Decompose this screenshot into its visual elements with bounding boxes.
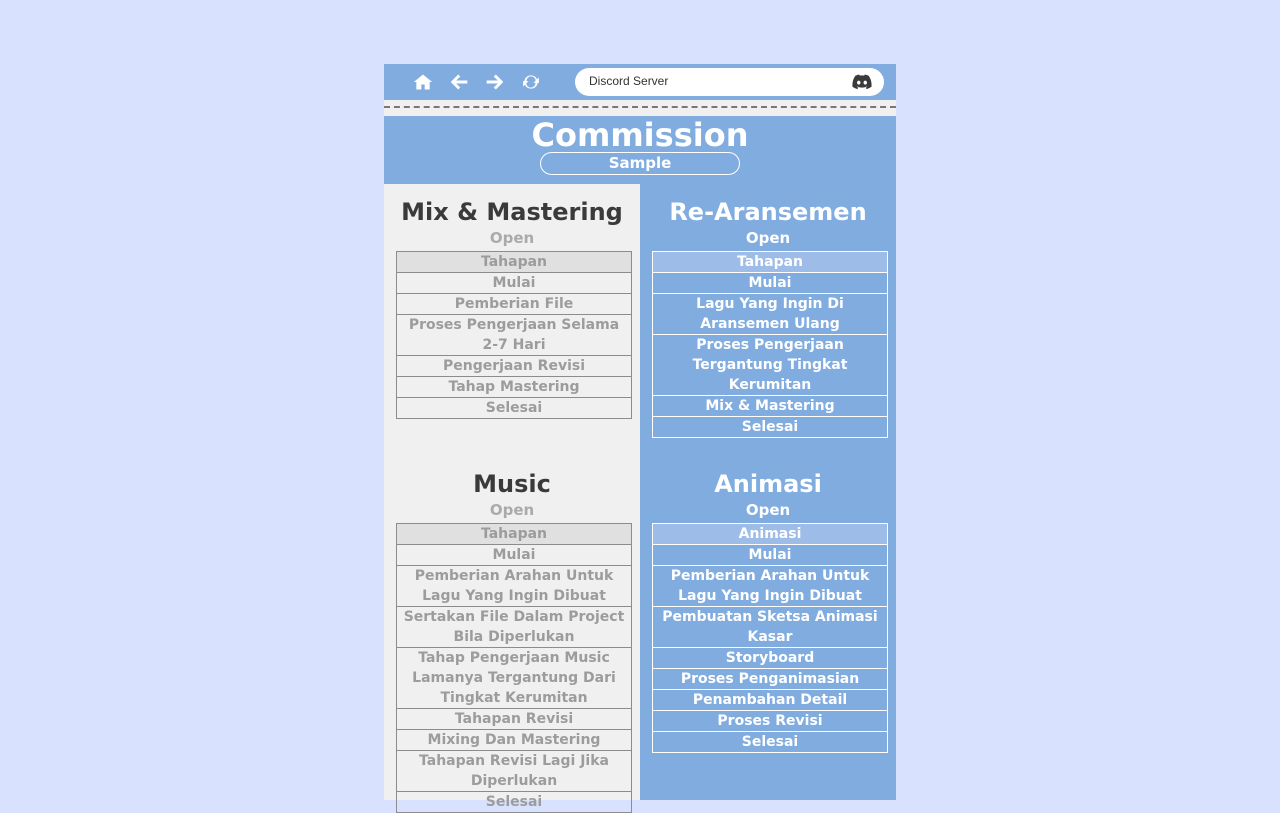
table-row: Pengerjaan Revisi <box>397 356 632 377</box>
steps-table <box>652 251 888 438</box>
table-row: Mulai <box>653 545 888 566</box>
music-section <box>384 468 640 813</box>
status-label: Open <box>489 229 535 247</box>
section-title: Animasi <box>714 470 822 498</box>
table-row: Proses Pengerjaan Tergantung Tingkat Kerumitan <box>653 335 888 396</box>
site-frame <box>384 64 896 810</box>
table-header: Tahapan <box>397 524 632 545</box>
section-title: Music <box>473 470 551 498</box>
refresh-icon[interactable] <box>519 71 543 93</box>
section-title: Mix & Mastering <box>401 198 623 226</box>
table-row: Mulai <box>397 545 632 566</box>
status-label: Open <box>745 229 791 247</box>
re-aransemen-section <box>640 196 896 438</box>
left-column <box>384 184 640 810</box>
arrow-right-icon[interactable] <box>483 71 507 93</box>
dashed-divider <box>384 100 896 116</box>
table-row: Mixing Dan Mastering <box>397 730 632 751</box>
arrow-left-icon[interactable] <box>447 71 471 93</box>
table-row: Proses Penganimasian <box>653 669 888 690</box>
section-title: Re-Aransemen <box>669 198 867 226</box>
table-header: Animasi <box>653 524 888 545</box>
top-toolbar <box>384 64 896 100</box>
table-row: Selesai <box>397 398 632 419</box>
home-icon[interactable] <box>411 71 435 93</box>
table-header: Tahapan <box>653 252 888 273</box>
table-row: Proses Pengerjaan Selama 2-7 Hari <box>397 315 632 356</box>
table-row: Lagu Yang Ingin Di Aransemen Ulang <box>653 294 888 335</box>
table-row: Pemberian Arahan Untuk Lagu Yang Ingin Dibuat <box>397 566 632 607</box>
status-label: Open <box>489 501 535 519</box>
table-row: Tahap Mastering <box>397 377 632 398</box>
animasi-section <box>640 468 896 753</box>
table-row: Tahapan Revisi Lagi Jika Diperlukan <box>397 751 632 792</box>
table-row: Selesai <box>653 417 888 438</box>
steps-table <box>396 251 632 419</box>
table-row: Mulai <box>653 273 888 294</box>
table-row: Pembuatan Sketsa Animasi Kasar <box>653 607 888 648</box>
address-text: Discord Server <box>589 74 669 88</box>
table-row: Storyboard <box>653 648 888 669</box>
table-row: Pemberian Arahan Untuk Lagu Yang Ingin Dibuat <box>653 566 888 607</box>
address-bar[interactable] <box>575 68 884 96</box>
table-row: Mulai <box>397 273 632 294</box>
steps-table <box>652 523 888 753</box>
page-title: Commission <box>531 116 749 154</box>
steps-table <box>396 523 632 813</box>
table-row: Tahapan Revisi <box>397 709 632 730</box>
table-row: Tahap Pengerjaan Music Lamanya Tergantung Dari Tingkat Kerumitan <box>397 648 632 709</box>
table-row: Sertakan File Dalam Project Bila Diperlukan <box>397 607 632 648</box>
table-row: Selesai <box>653 732 888 753</box>
sample-badge[interactable]: Sample <box>540 152 740 175</box>
discord-icon[interactable] <box>852 74 872 90</box>
mix-mastering-section <box>384 196 640 419</box>
right-column <box>640 184 896 800</box>
hero-banner <box>384 116 896 184</box>
table-row: Penambahan Detail <box>653 690 888 711</box>
table-row: Proses Revisi <box>653 711 888 732</box>
table-header: Tahapan <box>397 252 632 273</box>
table-row: Pemberian File <box>397 294 632 315</box>
table-row: Mix & Mastering <box>653 396 888 417</box>
status-label: Open <box>745 501 791 519</box>
table-row: Selesai <box>397 792 632 813</box>
